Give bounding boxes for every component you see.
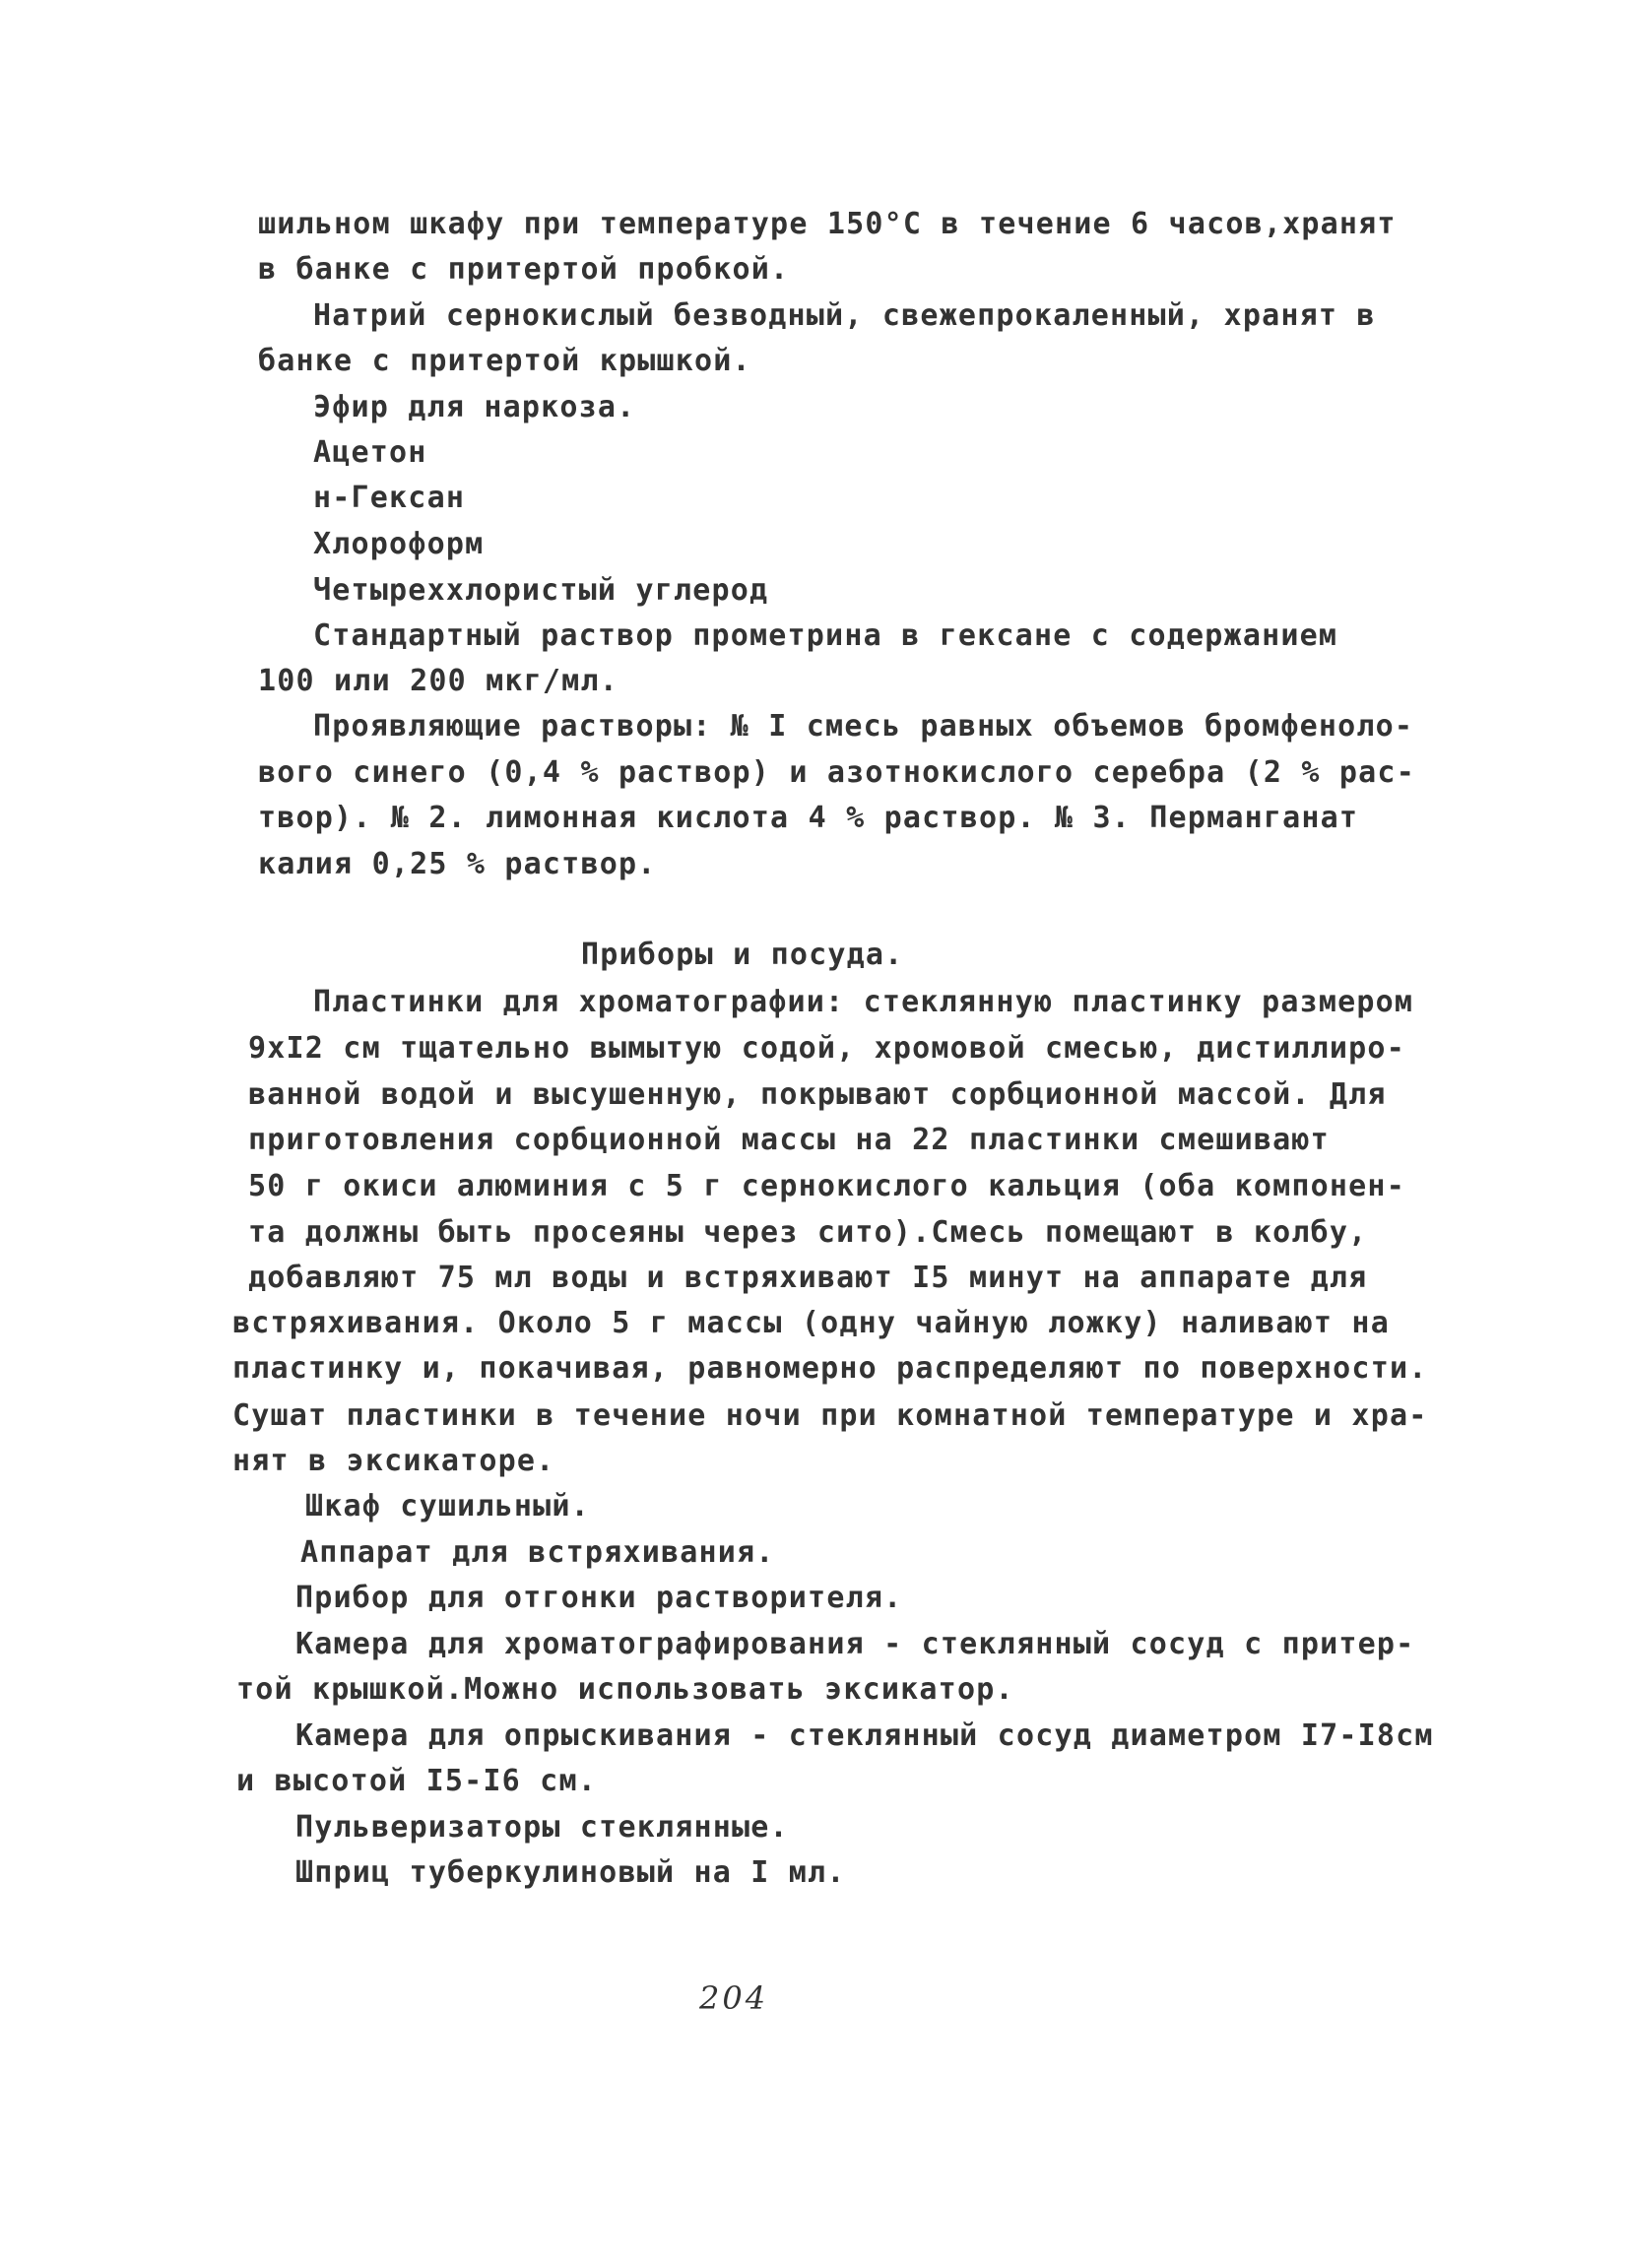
- text-line: н-Гексан: [313, 481, 466, 515]
- text-line: вого синего (0,4 % раствор) и азотнокислого серебра (2 % рас-: [258, 755, 1415, 790]
- text-line: 9хI2 см тщательно вымытую содой, хромовой смесью, дистиллиро-: [248, 1031, 1405, 1066]
- text-line: и высотой I5-I6 см.: [236, 1764, 597, 1798]
- text-line: встряхивания. Около 5 г массы (одну чайную ложку) наливают на: [232, 1306, 1390, 1340]
- text-line: калия 0,25 % раствор.: [258, 847, 657, 881]
- text-line: ванной водой и высушенную, покрывают сорбционной массой. Для: [248, 1077, 1387, 1112]
- text-line: твор). № 2. лимонная кислота 4 % раствор. № 3. Перманганат: [258, 801, 1359, 835]
- text-line: Сушат пластинки в течение ночи при комнатной температуре и хра-: [232, 1398, 1428, 1433]
- text-line: Ацетон: [313, 435, 427, 470]
- page-number: 204: [699, 1979, 769, 2017]
- text-line: та должны быть просеяны через сито).Смесь помещают в колбу,: [248, 1215, 1368, 1250]
- text-line: Аппарат для встряхивания.: [300, 1535, 775, 1570]
- text-line: шильном шкафу при температуре 150°С в течение 6 часов,хранят: [258, 207, 1397, 241]
- text-line: 100 или 200 мкг/мл.: [258, 664, 619, 698]
- text-line: Камера для хроматографирования - стеклянный сосуд с притер-: [295, 1627, 1415, 1661]
- text-line: Камера для опрыскивания - стеклянный сосуд диаметром I7-I8см: [295, 1718, 1434, 1753]
- text-line: той крышкой.Можно использовать эксикатор.: [236, 1672, 1014, 1707]
- text-line: нят в эксикаторе.: [232, 1444, 555, 1478]
- text-line: Эфир для наркоза.: [313, 390, 636, 424]
- text-line: Четыреххлористый углерод: [313, 573, 769, 608]
- text-line: Хлороформ: [313, 527, 485, 561]
- text-line: в банке с притертой пробкой.: [258, 252, 790, 287]
- text-line: 50 г окиси алюминия с 5 г сернокислого кальция (оба компонен-: [248, 1169, 1405, 1203]
- text-line: добавляют 75 мл воды и встряхивают I5 минут на аппарате для: [248, 1261, 1368, 1295]
- text-line: Пластинки для хроматографии: стеклянную пластинку размером: [313, 985, 1414, 1019]
- text-line: Стандартный раствор прометрина в гексане с содержанием: [313, 618, 1338, 653]
- text-line: приготовления сорбционной массы на 22 пластинки смешивают: [248, 1123, 1330, 1157]
- text-line: пластинку и, покачивая, равномерно распределяют по поверхности.: [232, 1351, 1428, 1386]
- text-line: банке с притертой крышкой.: [258, 344, 751, 378]
- text-line: Шкаф сушильный.: [305, 1489, 590, 1523]
- text-line: Пульверизаторы стеклянные.: [295, 1810, 789, 1845]
- text-line: Прибор для отгонки растворителя.: [295, 1581, 903, 1615]
- text-line: Натрий сернокислый безводный, свежепрокаленный, хранят в: [313, 298, 1376, 333]
- section-heading: Приборы и посуда.: [581, 938, 904, 972]
- text-line: Шприц туберкулиновый на I мл.: [295, 1855, 846, 1890]
- text-line: Проявляющие растворы: № I смесь равных объемов бромфеноло-: [313, 709, 1414, 744]
